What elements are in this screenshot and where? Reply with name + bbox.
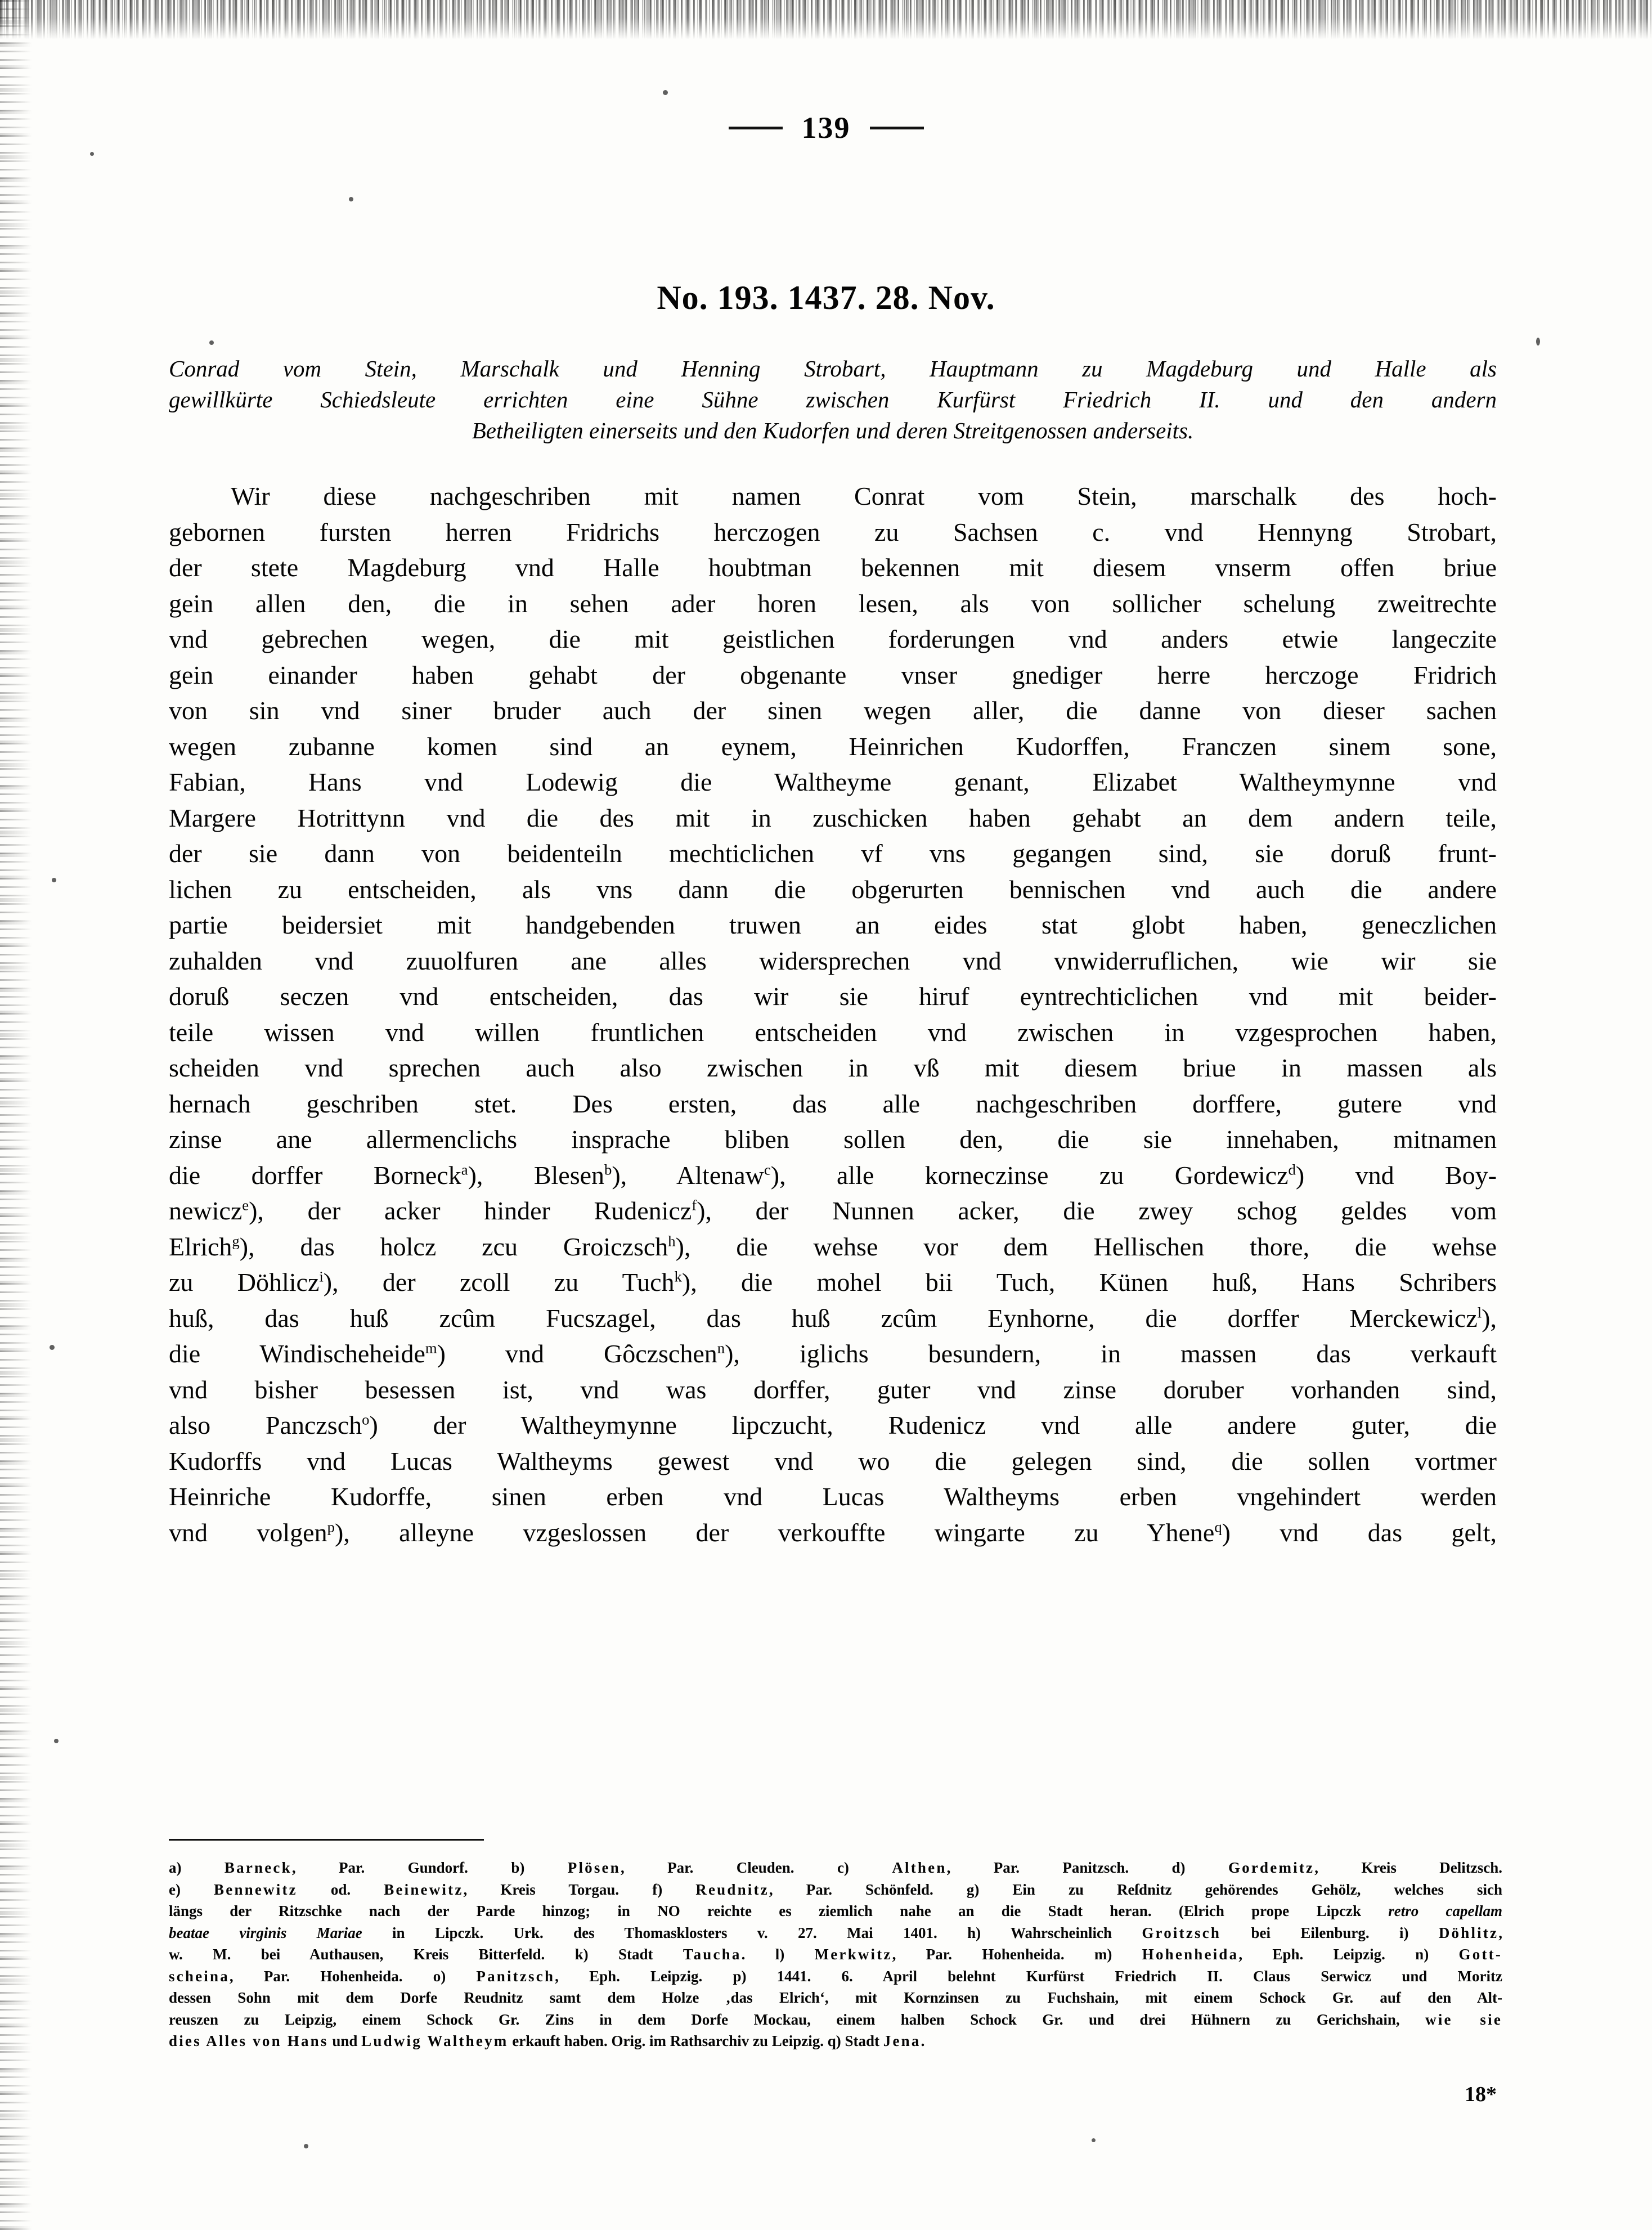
footnote-ref-f[interactable]: f <box>692 1196 697 1214</box>
footnote-placename: Althen <box>892 1859 947 1876</box>
footnote-placename: wie sie <box>1425 2011 1502 2028</box>
page-number: 139 <box>801 111 851 145</box>
charter-line: vnd bisher besessen ist, vnd was dorffer, guter vnd zinse doruber vorhanden sind, <box>169 1375 1497 1404</box>
footnote-ref-k[interactable]: k <box>674 1268 682 1285</box>
footnote-text-run: . l) <box>741 1946 815 1963</box>
footnote-placename: Taucha <box>683 1946 742 1963</box>
scan-speck <box>50 1345 55 1350</box>
scan-speck <box>1092 2138 1096 2142</box>
charter-line: partie beidersiet mit handgebenden truwen an eides stat globt haben, geneczlichen <box>169 910 1497 939</box>
footnote-text-run: in Lipczk. Urk. des Thomasklosters v. 27. Mai 1401. h) Wahrscheinlich <box>362 1924 1142 1941</box>
footnote-ref-m[interactable]: m <box>425 1339 437 1357</box>
footnote-text-run: , Eph. Leipzig. p) 1441. 6. April belehnt Kurfürst Friedrich II. Claus Serwicz und Moritz <box>555 1967 1502 1985</box>
footnote-text-run: erkauft haben. Orig. im Rathsarchiv zu Leipzig. q) Stadt <box>508 2032 883 2049</box>
footnote-placename: Beinewitz <box>384 1881 464 1898</box>
footnote-placename: Merkwitz <box>814 1946 892 1963</box>
footnote-placename: Plösen <box>567 1859 621 1876</box>
charter-line: Kudorffs vnd Lucas Waltheyms gewest vnd wo die gelegen sind, die sollen vortmer <box>169 1446 1497 1475</box>
charter-line: scheiden vnd sprechen auch also zwischen in vß mit diesem briue in massen als <box>169 1053 1497 1082</box>
charter-line: zuhalden vnd zuuolfuren ane alles widersprechen vnd vnwiderruflichen, wie wir sie <box>169 946 1497 975</box>
footnote-text-run: bei Eilenburg. i) <box>1221 1924 1439 1941</box>
footnote-ref-o[interactable]: o <box>362 1411 370 1428</box>
footnote-line <box>169 2030 1502 2052</box>
footnote-ref-c[interactable]: c <box>764 1161 771 1178</box>
regest-line-2: gewillkürte Schiedsleute errichten eine Sühne zwischen Kurfürst Friedrich II. und den andern <box>169 387 1497 412</box>
charter-line: lichen zu entscheiden, als vns dann die obgerurten bennischen vnd auch die andere <box>169 874 1497 904</box>
regest-line-1: Conrad vom Stein, Marschalk und Henning Strobart, Hauptmann zu Magdeburg und Halle als <box>169 356 1497 382</box>
charter-line: zu Döhlicz$^i$), der zcoll zu Tuch$^k$), die mohel bii Tuch, Künen huß, Hans Schribers <box>169 1268 1497 1296</box>
scan-edge-noise-top <box>0 0 1652 39</box>
footnote-text-run: , Kreis Delitzsch. <box>1314 1859 1502 1876</box>
footnote-text-run: . <box>921 2032 925 2049</box>
footnote-line <box>169 1944 1502 1966</box>
footnote-text-run: dessen Sohn mit dem Dorfe Reudnitz samt dem Holze ‚das Elrich‘, mit Kornzinsen zu Fuchshain, mit einem Schock Gr. auf den Alt- <box>169 1989 1502 2006</box>
scan-speck <box>304 2144 308 2148</box>
footnote-line <box>169 1922 1502 1944</box>
footnote-line <box>169 1966 1502 1987</box>
charter-line: huß, das huß zcûm Fucszagel, das huß zcûm Eynhorne, die dorffer Merckewicz$^l$), <box>169 1303 1497 1332</box>
charter-line: also Panczsch$^o$) der Waltheymynne lipczucht, Rudenicz vnd alle andere guter, die <box>169 1411 1497 1439</box>
footnote-text-run: und <box>328 2032 362 2049</box>
footnote-placename: Groitzsch <box>1142 1924 1222 1941</box>
footnote-placename: Barneck <box>224 1859 292 1876</box>
folio-rule-left <box>729 127 783 129</box>
charter-line: vnd gebrechen wegen, die mit geistlichen forderungen vnd anders etwie langeczite <box>169 625 1497 653</box>
scan-speck <box>209 340 214 345</box>
footnote-text-run: , Par. Hohenheida. m) <box>892 1946 1142 1963</box>
charter-line: zinse ane allermenclichs insprache bliben sollen den, die sie innehaben, mitnamen <box>169 1125 1497 1154</box>
footnote-placename: Hohenheida <box>1142 1946 1239 1963</box>
charter-line: gein einander haben gehabt der obgenante vnser gnediger herre herczoge Fridrich <box>169 660 1497 689</box>
footnote-text-run: e) <box>169 1881 214 1898</box>
footnote-text-run: , Eph. Leipzig. n) <box>1238 1946 1459 1963</box>
footnote-placename: Ludwig Waltheym <box>361 2032 509 2049</box>
charter-line: gebornen fursten herren Fridrichs herczogen zu Sachsen c. vnd Hennyng Strobart, <box>169 517 1497 546</box>
footnote-line <box>169 1879 1502 1901</box>
charter-line: wegen zubanne komen sind an eynem, Heinrichen Kudorffen, Franczen sinem sone, <box>169 732 1497 761</box>
scan-speck <box>54 1739 59 1743</box>
footnote-separator-rule <box>169 1839 484 1841</box>
footnote-line <box>169 1900 1502 1922</box>
footnote-text-run: , Par. Hohenheida. o) <box>229 1967 477 1985</box>
footnote-placename: Jena <box>883 2032 921 2049</box>
footnote-line <box>169 1857 1502 1879</box>
footnote-placename: Döhlitz <box>1438 1924 1499 1941</box>
scan-speck <box>349 197 353 201</box>
footnote-text-run: , <box>1498 1924 1502 1941</box>
footnote-text-run: reuszen zu Leipzig, einem Schock Gr. Zins in dem Dorfe Mockau, einem halben Schock Gr. und drei Hühnern zu Gerichshain, <box>169 2011 1426 2028</box>
footnote-text-run: , Par. Gundorf. b) <box>291 1859 568 1876</box>
footnote-lines <box>169 1857 1502 2052</box>
scan-speck <box>90 152 94 156</box>
charter-body <box>169 478 1497 1550</box>
charter-line: die dorffer Borneck$^a$), Blesen$^b$), Altenaw$^c$), alle korneczinse zu Gordewicz$^d$) vnd Boy- <box>169 1160 1497 1190</box>
footnote-ref-i[interactable]: i <box>319 1268 324 1285</box>
footnote-placename: Reudnitz <box>695 1881 769 1898</box>
footnote-text-run: , Par. Panitzsch. d) <box>946 1859 1228 1876</box>
charter-line: gein allen den, die in sehen ader horen lesen, als von sollicher schelung zweitrechte <box>169 589 1497 618</box>
footnote-ref-b[interactable]: b <box>604 1161 612 1178</box>
footnote-placename: Gott- <box>1458 1946 1503 1963</box>
footnote-placename: Gordemitz <box>1228 1859 1315 1876</box>
regest-line-3: Betheiligten einerseits und den Kudorfen und deren Streitgenossen anderseits. <box>472 418 1194 443</box>
scan-speck <box>52 878 56 882</box>
footnote-ref-h[interactable]: h <box>668 1232 676 1250</box>
charter-line: der sie dann von beidenteiln mechticlichen vf vns gegangen sind, sie doruß frunt- <box>169 839 1497 868</box>
footnote-placename: Bennewitz <box>214 1881 298 1898</box>
charter-line: von sin vnd siner bruder auch der sinen wegen aller, die danne von dieser sachen <box>169 696 1497 725</box>
charter-body-lines <box>169 478 1497 1550</box>
footnote-line <box>169 1987 1502 2009</box>
footnote-placename: scheina <box>169 1967 230 1985</box>
charter-line: Heinriche Kudorffe, sinen erben vnd Lucas Waltheyms erben vngehindert werden <box>169 1482 1497 1511</box>
scan-edge-noise-left <box>0 0 32 2230</box>
footnote-ref-a[interactable]: a <box>461 1161 468 1178</box>
footnote-italic-run: retro capellam <box>1388 1903 1502 1919</box>
footnote-ref-d[interactable]: d <box>1288 1161 1296 1178</box>
charter-line: die Windischeheide$^m$) vnd Gôczschen$^n$), iglichs besundern, in massen das verkauft <box>169 1339 1497 1368</box>
footnote-text-run: , Kreis Torgau. f) <box>463 1881 696 1898</box>
footnote-text-run: od. <box>297 1881 384 1898</box>
scan-speck <box>1536 338 1540 346</box>
charter-line: teile wissen vnd willen fruntlichen entscheiden vnd zwischen in vzgesprochen haben, <box>169 1017 1497 1047</box>
signature-mark: 18* <box>1465 2083 1497 2106</box>
charter-line: doruß seczen vnd entscheiden, das wir sie hiruf eyntrechticlichen vnd mit beider- <box>169 982 1497 1011</box>
footnote-text-run: a) <box>169 1859 225 1876</box>
footnote-text-run: , Par. Schönfeld. g) Ein zu Reſdnitz gehörendes Gehölz, welches sich <box>769 1881 1502 1898</box>
footnote-ref-l[interactable]: l <box>1477 1304 1482 1321</box>
footnote-placename: dies Alles von Hans <box>169 2032 329 2049</box>
charter-line: newicz$^e$), der acker hinder Rudenicz$^f$), der Nunnen acker, die zwey schog geldes vom <box>169 1196 1497 1225</box>
charter-line: hernach geschriben stet. Des ersten, das alle nachgeschriben dorffere, gutere vnd <box>169 1089 1497 1118</box>
folio-rule-right <box>870 127 924 129</box>
footnote-italic-run: beatae virginis Mariae <box>169 1924 362 1941</box>
footnote-apparatus <box>169 1857 1502 2052</box>
footnote-text-run: , Par. Cleuden. c) <box>620 1859 892 1876</box>
charter-line: der stete Magdeburg vnd Halle houbtman bekennen mit diesem vnserm offen briue <box>169 553 1497 582</box>
footnote-ref-q[interactable]: q <box>1214 1518 1222 1536</box>
document-title: No. 193. 1437. 28. Nov. <box>657 279 995 316</box>
footnote-ref-n[interactable]: n <box>717 1339 725 1357</box>
footnote-text-run: w. M. bei Authausen, Kreis Bitterfeld. k) Stadt <box>169 1946 683 1963</box>
footnote-ref-e[interactable]: e <box>242 1196 249 1214</box>
scan-speck <box>663 90 668 95</box>
footnote-line <box>169 2009 1502 2031</box>
footnote-ref-p[interactable]: p <box>327 1518 335 1536</box>
footnote-ref-g[interactable]: g <box>232 1232 240 1250</box>
page-folio <box>0 113 1652 143</box>
charter-line: Margere Hotrittynn vnd die des mit in zuschicken haben gehabt an dem andern teile, <box>169 803 1497 832</box>
charter-line: Fabian, Hans vnd Lodewig die Waltheyme genant, Elizabet Waltheymynne vnd <box>169 768 1497 796</box>
footnote-placename: Panitzsch <box>476 1967 555 1985</box>
footnote-text-run: längs der Ritzschke nach der Parde hinzog; in NO reichte es ziemlich nahe an die Stadt heran. (Elrich prope Lipczk <box>169 1903 1389 1919</box>
charter-line: Elrich$^g$), das holcz zcu Groiczsch$^h$), die wehse vor dem Hellischen thore, die wehse <box>169 1232 1497 1261</box>
charter-line: Wir diese nachgeschriben mit namen Conrat vom Stein, marschalk des hoch- <box>231 482 1497 510</box>
charter-line: vnd volgen$^p$), alleyne vzgeslossen der verkouffte wingarte zu Yhene$^q$) vnd das gelt, <box>169 1518 1497 1547</box>
document-regest <box>169 353 1497 446</box>
